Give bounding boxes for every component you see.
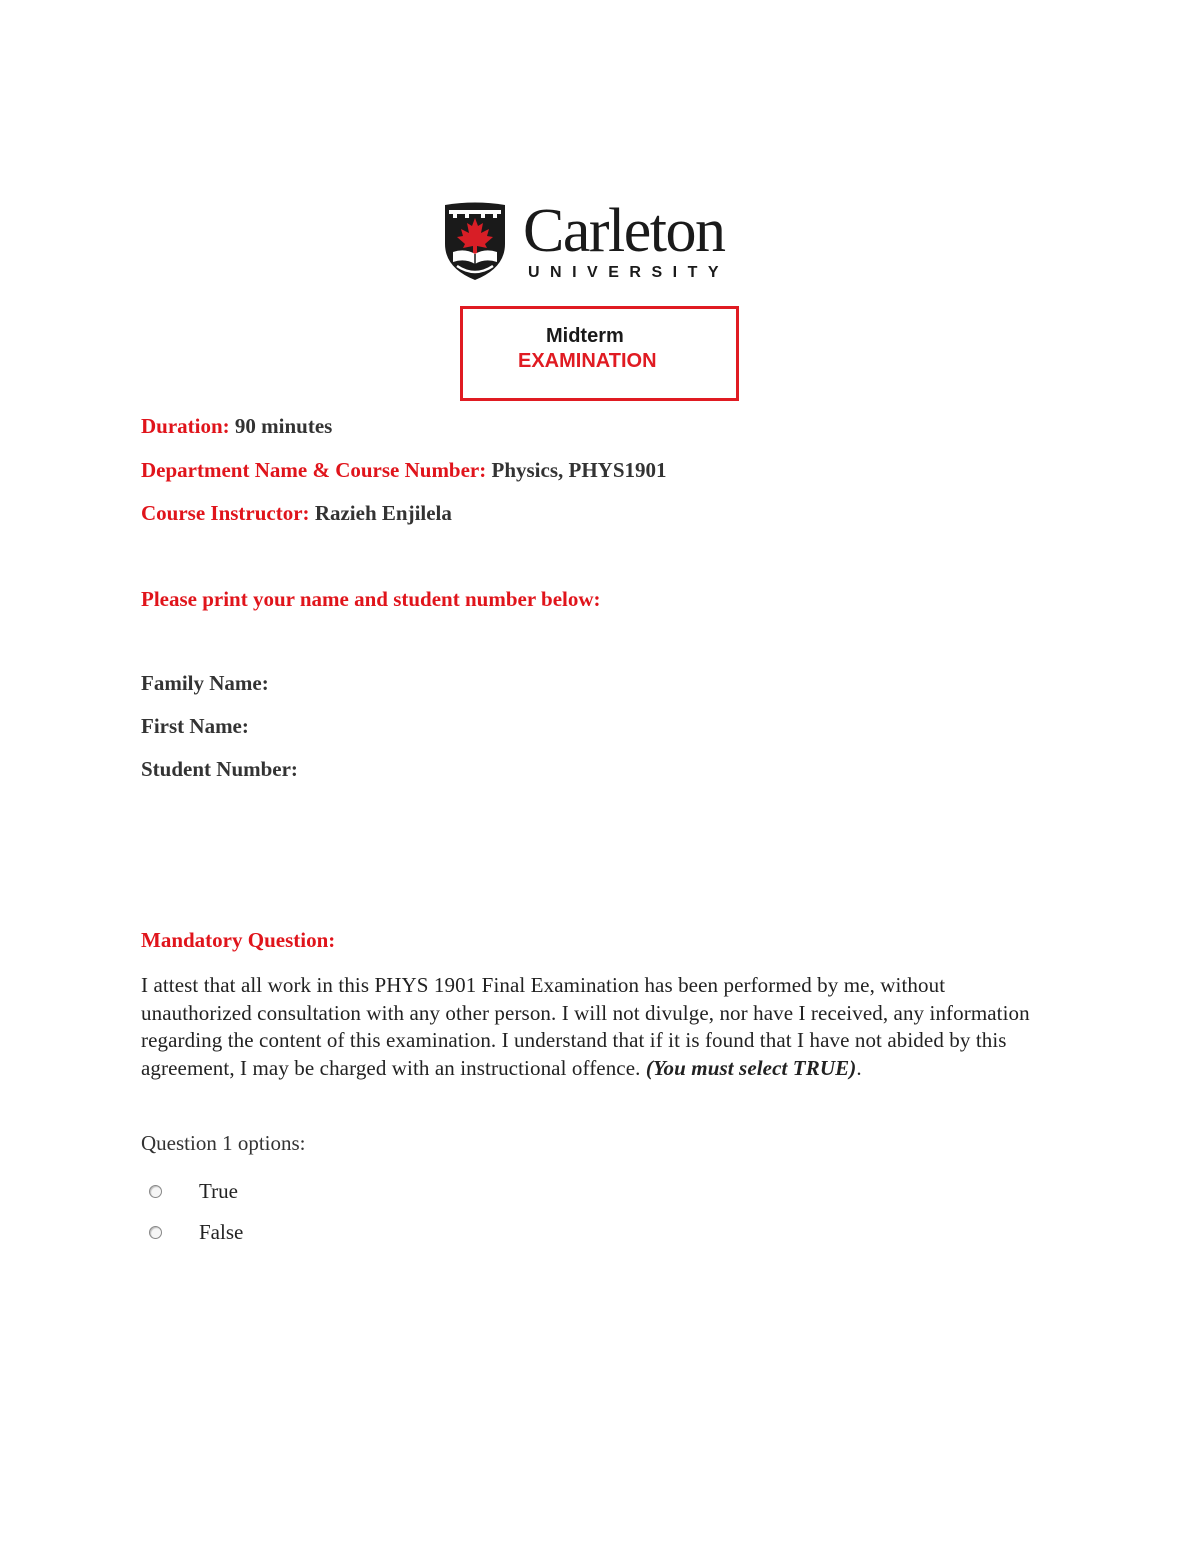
question-options-label: Question 1 options: bbox=[141, 1131, 306, 1155]
option-false-label: False bbox=[199, 1220, 244, 1244]
student-number-label: Student Number: bbox=[141, 757, 298, 781]
duration-label: Duration: bbox=[141, 414, 230, 438]
instructor-value: Razieh Enjilela bbox=[314, 501, 452, 525]
exam-type-line1: Midterm bbox=[546, 325, 624, 347]
option-true-label: True bbox=[199, 1179, 238, 1203]
radio-true[interactable] bbox=[149, 1185, 162, 1198]
attestation-text bbox=[141, 972, 1061, 1082]
instructor-label: Course Instructor: bbox=[141, 501, 310, 525]
family-name-label: Family Name: bbox=[141, 671, 269, 695]
instructor-line bbox=[141, 501, 452, 526]
print-prompt: Please print your name and student number below: bbox=[141, 587, 601, 611]
exam-type-box bbox=[460, 306, 739, 401]
question-heading: Mandatory Question: bbox=[141, 928, 336, 952]
logo-subtitle: UNIVERSITY bbox=[528, 264, 730, 281]
attestation-emphasis: (You must select TRUE) bbox=[645, 1055, 857, 1080]
department-label: Department Name & Course Number: bbox=[141, 458, 487, 482]
department-value: Physics, PHYS1901 bbox=[491, 458, 667, 482]
shield-maple-leaf-book-icon bbox=[443, 202, 507, 282]
radio-false[interactable] bbox=[149, 1226, 162, 1239]
duration-line bbox=[141, 414, 332, 439]
carleton-logo bbox=[443, 197, 753, 282]
department-line bbox=[141, 458, 667, 483]
attestation-body: I attest that all work in this PHYS 1901 Final Examination has been performed by me, without unauthorized consultation with any other person. I will not divulge, nor have I received, any information regarding the content of this examination. I understand that if it is found that I have not abided by this agreement, I may be charged with an instructional offence. bbox=[141, 973, 1030, 1080]
logo-wordmark: Carleton bbox=[523, 197, 725, 265]
attestation-trailing: . bbox=[856, 1055, 862, 1080]
exam-type-line2: EXAMINATION bbox=[518, 350, 657, 372]
first-name-label: First Name: bbox=[141, 714, 249, 738]
duration-value: 90 minutes bbox=[234, 414, 333, 438]
